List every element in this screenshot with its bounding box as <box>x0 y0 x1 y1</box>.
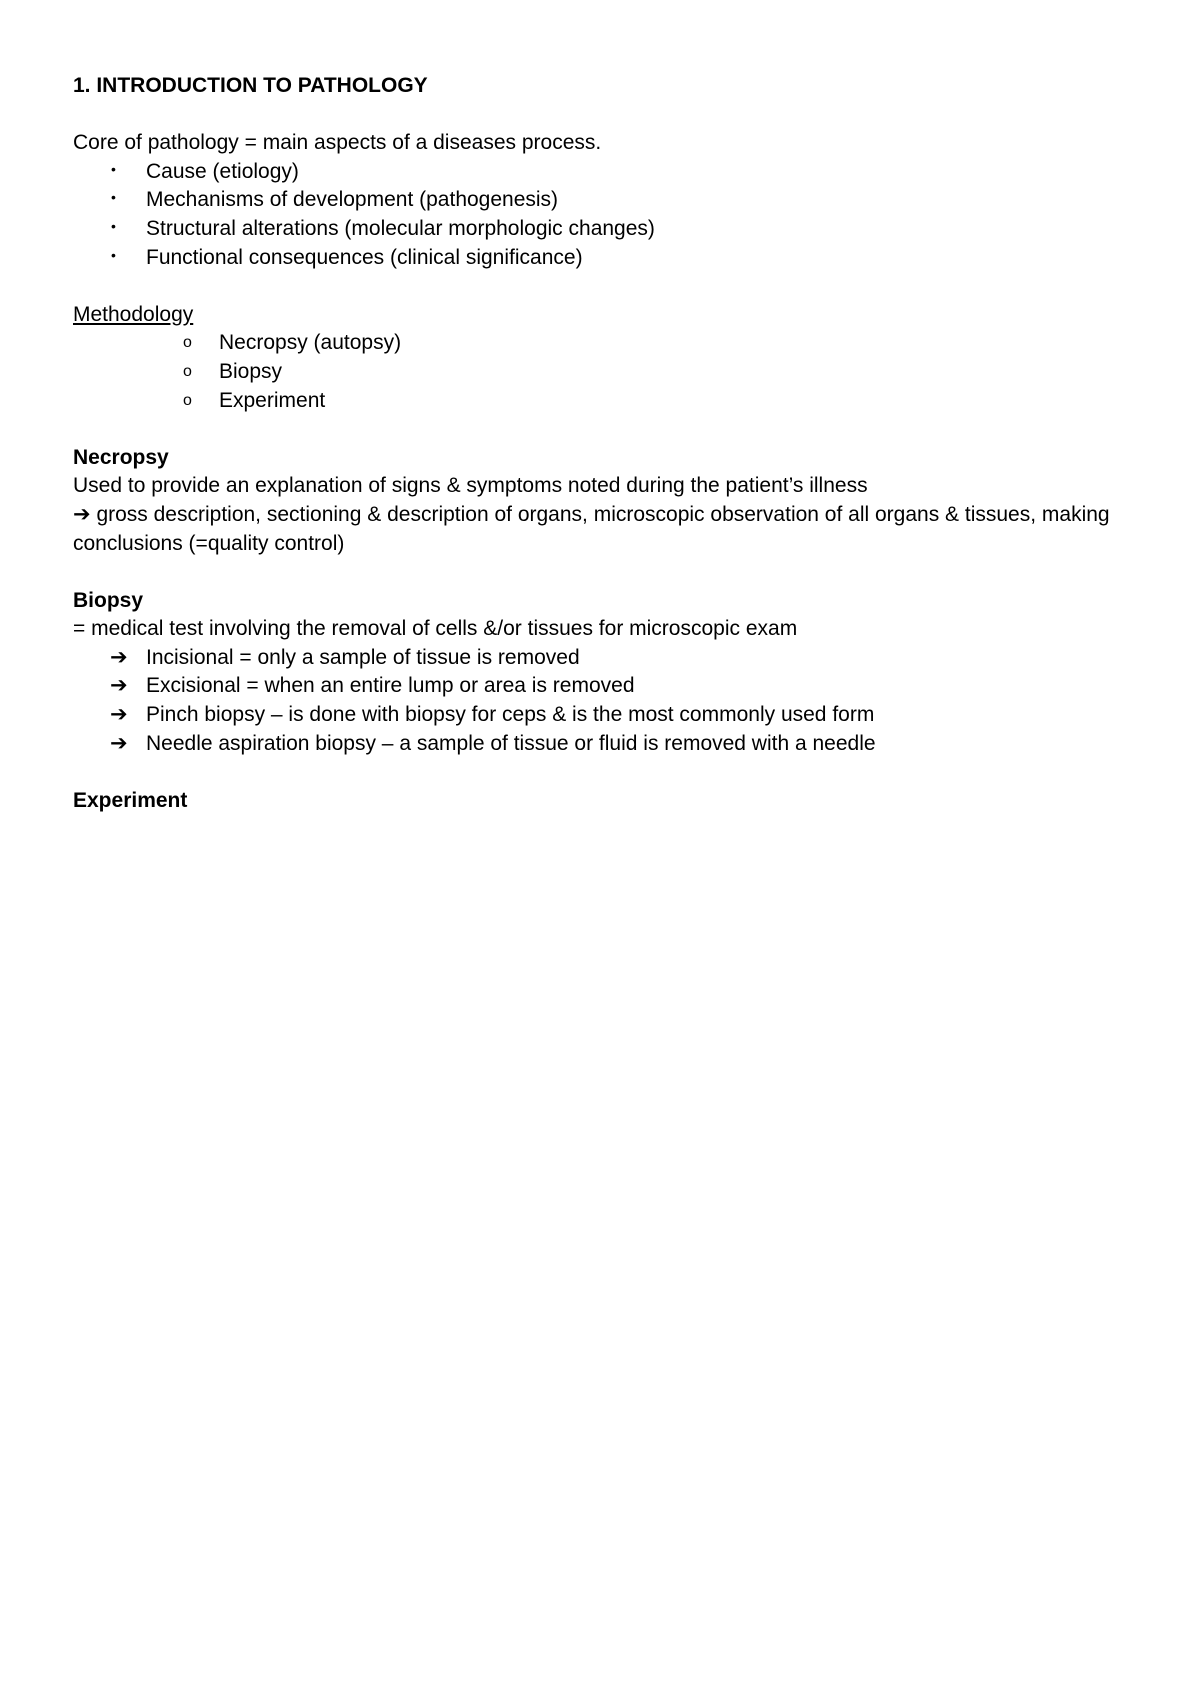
list-item <box>73 329 1133 358</box>
experiment-section <box>73 787 1133 816</box>
biopsy-definition: = medical test involving the removal of cells &/or tissues for microscopic exam <box>73 617 798 641</box>
necropsy-steps-text: gross description, sectioning & description of organs, microscopic observation of all organs & tissues, making conclusions (=quality control) <box>73 502 1110 555</box>
list-item <box>73 387 1133 416</box>
list-item-text: Functional consequences (clinical significance) <box>146 245 583 269</box>
circle-bullet-icon: o <box>183 334 192 352</box>
biopsy-heading: Biopsy <box>73 588 144 612</box>
list-item-text: Experiment <box>219 388 326 412</box>
intro-section <box>73 129 1133 272</box>
arrow-right-icon: ➔ <box>110 731 128 755</box>
list-item <box>73 158 1133 187</box>
list-item-text: Pinch biopsy – is done with biopsy for ceps & is the most commonly used form <box>146 703 875 727</box>
spacer <box>73 558 1133 587</box>
arrow-right-icon: ➔ <box>73 502 91 526</box>
list-item-text: Excisional = when an entire lump or area is removed <box>146 674 635 698</box>
list-item <box>73 186 1133 215</box>
list-item <box>73 701 1133 730</box>
intro-text: Core of pathology = main aspects of a diseases process. <box>73 131 602 155</box>
arrow-right-icon: ➔ <box>110 703 128 727</box>
list-item <box>73 358 1133 387</box>
circle-bullet-icon: o <box>183 391 192 409</box>
experiment-heading: Experiment <box>73 788 188 812</box>
circle-bullet-icon: o <box>183 362 192 380</box>
spacer <box>73 415 1133 444</box>
list-item-text: Structural alterations (molecular morphologic changes) <box>146 216 655 240</box>
spacer <box>73 101 1133 130</box>
methodology-heading: Methodology <box>73 302 194 326</box>
list-item-text: Necropsy (autopsy) <box>219 331 402 355</box>
spacer <box>73 272 1133 301</box>
list-item-text: Biopsy <box>219 359 283 383</box>
list-item-text: Cause (etiology) <box>146 159 299 183</box>
necropsy-heading: Necropsy <box>73 445 169 469</box>
necropsy-section <box>73 444 1133 558</box>
arrow-right-icon: ➔ <box>110 674 128 698</box>
list-item-text: Mechanisms of development (pathogenesis) <box>146 188 559 212</box>
methodology-section <box>73 301 1133 415</box>
list-item-text: Needle aspiration biopsy – a sample of tissue or fluid is removed with a needle <box>146 731 876 755</box>
list-item <box>73 215 1133 244</box>
bullet-icon: • <box>111 189 116 206</box>
bullet-icon: • <box>111 246 116 263</box>
list-item <box>73 730 1133 759</box>
page-content <box>73 72 1133 815</box>
necropsy-description: Used to provide an explanation of signs & symptoms noted during the patient’s illness <box>73 474 868 498</box>
biopsy-section <box>73 587 1133 759</box>
list-item-text: Incisional = only a sample of tissue is removed <box>146 645 580 669</box>
list-item <box>73 244 1133 273</box>
list-item <box>73 672 1133 701</box>
necropsy-steps <box>73 501 1133 558</box>
bullet-icon: • <box>111 160 116 177</box>
arrow-right-icon: ➔ <box>110 645 128 669</box>
spacer <box>73 758 1133 787</box>
page-title: 1. INTRODUCTION TO PATHOLOGY <box>73 74 428 97</box>
bullet-icon: • <box>111 217 116 234</box>
list-item <box>73 644 1133 673</box>
